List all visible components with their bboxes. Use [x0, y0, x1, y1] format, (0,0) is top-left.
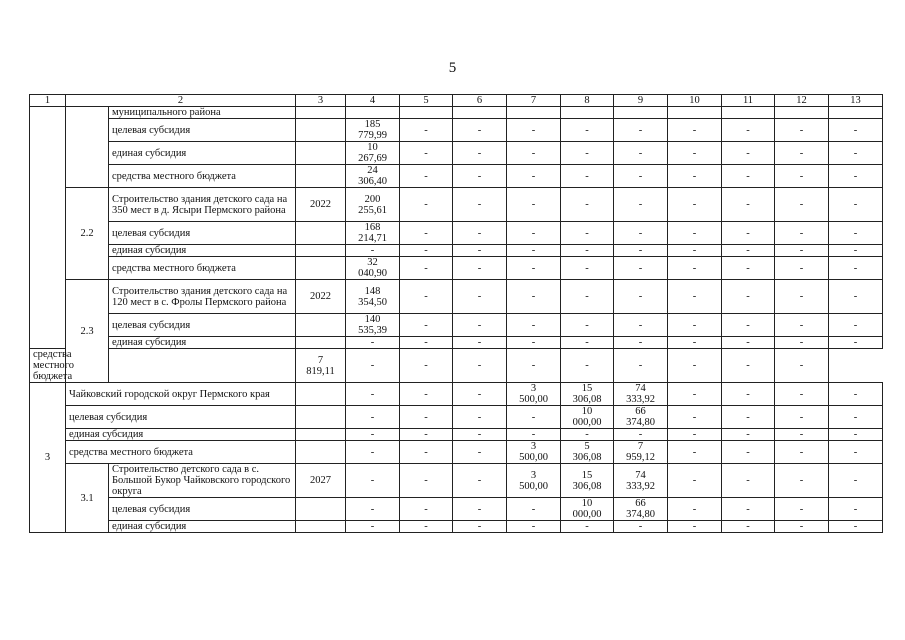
value-cell: -: [614, 245, 668, 257]
value-cell: [400, 107, 453, 119]
value-cell: [561, 107, 614, 119]
value-cell: 140 535,39: [346, 314, 400, 337]
value-cell: 5 306,08: [561, 441, 614, 464]
value-cell: 185 779,99: [346, 119, 400, 142]
row-year: [296, 441, 346, 464]
table-row: [30, 107, 883, 119]
value-cell: -: [829, 406, 883, 429]
value-cell: -: [722, 521, 775, 533]
value-cell: -: [453, 464, 507, 498]
value-cell: -: [668, 188, 722, 222]
value-cell: 200 255,61: [346, 188, 400, 222]
table-row: [30, 383, 883, 406]
value-cell: -: [453, 142, 507, 165]
value-cell: -: [829, 337, 883, 349]
value-cell: -: [453, 441, 507, 464]
value-cell: -: [722, 188, 775, 222]
row-year: [109, 349, 296, 383]
table-row: [30, 337, 883, 349]
value-cell: -: [346, 498, 400, 521]
value-cell: -: [614, 280, 668, 314]
header-cell: 10: [668, 95, 722, 107]
value-cell: -: [722, 406, 775, 429]
value-cell: -: [507, 406, 561, 429]
value-cell: -: [346, 337, 400, 349]
value-cell: -: [614, 188, 668, 222]
row-description: единая субсидия: [109, 142, 296, 165]
value-cell: [453, 107, 507, 119]
value-cell: -: [668, 165, 722, 188]
value-cell: -: [614, 222, 668, 245]
value-cell: -: [614, 337, 668, 349]
budget-table: [29, 94, 883, 533]
value-cell: -: [829, 119, 883, 142]
row-description: единая субсидия: [66, 429, 296, 441]
value-cell: -: [614, 521, 668, 533]
table-row: [30, 349, 883, 383]
value-cell: 168 214,71: [346, 222, 400, 245]
value-cell: -: [668, 441, 722, 464]
value-cell: -: [400, 429, 453, 441]
value-cell: -: [668, 498, 722, 521]
value-cell: -: [722, 383, 775, 406]
value-cell: -: [507, 188, 561, 222]
row-description: целевая субсидия: [66, 406, 296, 429]
row-year: [296, 142, 346, 165]
header-cell: 7: [507, 95, 561, 107]
value-cell: -: [775, 245, 829, 257]
row-description: Строительство здания детского сада на 120 мест в с. Фролы Пермского района: [109, 280, 296, 314]
value-cell: 148 354,50: [346, 280, 400, 314]
row-description: целевая субсидия: [109, 119, 296, 142]
value-cell: -: [400, 406, 453, 429]
row-year: [296, 314, 346, 337]
value-cell: -: [561, 245, 614, 257]
value-cell: -: [507, 521, 561, 533]
value-cell: -: [453, 337, 507, 349]
value-cell: -: [453, 429, 507, 441]
value-cell: -: [775, 165, 829, 188]
row-year: [296, 429, 346, 441]
value-cell: -: [561, 222, 614, 245]
value-cell: -: [668, 257, 722, 280]
value-cell: -: [668, 222, 722, 245]
value-cell: [829, 107, 883, 119]
value-cell: -: [829, 383, 883, 406]
value-cell: -: [829, 441, 883, 464]
value-cell: -: [668, 142, 722, 165]
row-description: муниципального района: [109, 107, 296, 119]
header-cell: 13: [829, 95, 883, 107]
value-cell: -: [453, 498, 507, 521]
value-cell: [668, 107, 722, 119]
value-cell: -: [400, 383, 453, 406]
value-cell: -: [453, 314, 507, 337]
value-cell: -: [453, 280, 507, 314]
value-cell: 7 959,12: [614, 441, 668, 464]
group-label: 3: [30, 383, 66, 533]
group-cell: [66, 107, 109, 188]
value-cell: -: [561, 521, 614, 533]
row-year: [296, 222, 346, 245]
header-cell: 11: [722, 95, 775, 107]
value-cell: -: [453, 406, 507, 429]
value-cell: -: [722, 349, 775, 383]
value-cell: -: [829, 498, 883, 521]
value-cell: 3 500,00: [507, 383, 561, 406]
value-cell: 10 000,00: [561, 406, 614, 429]
row-year: [296, 107, 346, 119]
value-cell: -: [722, 245, 775, 257]
value-cell: 15 306,08: [561, 464, 614, 498]
header-cell: 8: [561, 95, 614, 107]
value-cell: -: [507, 142, 561, 165]
value-cell: -: [453, 119, 507, 142]
value-cell: -: [453, 521, 507, 533]
value-cell: -: [346, 441, 400, 464]
row-description: целевая субсидия: [109, 498, 296, 521]
value-cell: -: [614, 119, 668, 142]
table-row: [30, 464, 883, 498]
value-cell: -: [722, 119, 775, 142]
value-cell: -: [400, 349, 453, 383]
value-cell: [775, 107, 829, 119]
value-cell: -: [400, 257, 453, 280]
table-row: [30, 257, 883, 280]
header-cell: 5: [400, 95, 453, 107]
value-cell: -: [400, 142, 453, 165]
value-cell: -: [722, 498, 775, 521]
row-year: [296, 245, 346, 257]
value-cell: -: [400, 165, 453, 188]
row-description: средства местного бюджета: [109, 165, 296, 188]
value-cell: -: [722, 441, 775, 464]
value-cell: -: [507, 222, 561, 245]
value-cell: -: [775, 314, 829, 337]
value-cell: -: [346, 429, 400, 441]
header-cell: 6: [453, 95, 507, 107]
table-row: [30, 314, 883, 337]
value-cell: -: [775, 441, 829, 464]
value-cell: -: [507, 165, 561, 188]
value-cell: -: [668, 464, 722, 498]
value-cell: -: [775, 498, 829, 521]
value-cell: -: [561, 119, 614, 142]
row-year: [296, 165, 346, 188]
value-cell: -: [507, 337, 561, 349]
value-cell: -: [829, 222, 883, 245]
table-row: [30, 119, 883, 142]
value-cell: -: [453, 349, 507, 383]
value-cell: 3 500,00: [507, 464, 561, 498]
value-cell: -: [561, 188, 614, 222]
row-description: Чайковский городской округ Пермского края: [66, 383, 296, 406]
row-description: целевая субсидия: [109, 222, 296, 245]
value-cell: -: [453, 257, 507, 280]
value-cell: -: [507, 280, 561, 314]
value-cell: -: [829, 188, 883, 222]
value-cell: -: [829, 521, 883, 533]
row-description: средства местного бюджета: [30, 349, 66, 383]
value-cell: -: [561, 337, 614, 349]
value-cell: -: [561, 165, 614, 188]
value-cell: -: [668, 314, 722, 337]
value-cell: -: [829, 142, 883, 165]
header-row: [30, 95, 883, 107]
value-cell: -: [668, 406, 722, 429]
value-cell: -: [507, 349, 561, 383]
row-year: [296, 521, 346, 533]
value-cell: [346, 107, 400, 119]
row-year: [296, 119, 346, 142]
value-cell: -: [400, 464, 453, 498]
row-description: средства местного бюджета: [66, 441, 296, 464]
value-cell: -: [775, 280, 829, 314]
value-cell: -: [775, 337, 829, 349]
value-cell: -: [561, 142, 614, 165]
row-year: [296, 498, 346, 521]
value-cell: -: [400, 245, 453, 257]
table-row: [30, 521, 883, 533]
value-cell: -: [775, 119, 829, 142]
value-cell: -: [775, 188, 829, 222]
value-cell: -: [668, 349, 722, 383]
value-cell: -: [400, 314, 453, 337]
value-cell: -: [722, 257, 775, 280]
value-cell: -: [453, 188, 507, 222]
value-cell: -: [722, 429, 775, 441]
value-cell: [507, 107, 561, 119]
value-cell: -: [668, 521, 722, 533]
value-cell: -: [400, 521, 453, 533]
row-year: [296, 383, 346, 406]
value-cell: -: [722, 165, 775, 188]
value-cell: 3 500,00: [507, 441, 561, 464]
value-cell: -: [668, 245, 722, 257]
value-cell: 7 819,11: [296, 349, 346, 383]
table-row: [30, 280, 883, 314]
value-cell: -: [561, 314, 614, 337]
value-cell: 66 374,80: [614, 498, 668, 521]
value-cell: -: [561, 349, 614, 383]
value-cell: -: [829, 280, 883, 314]
value-cell: [722, 107, 775, 119]
value-cell: 24 306,40: [346, 165, 400, 188]
row-year: 2022: [296, 280, 346, 314]
table-row: [30, 222, 883, 245]
value-cell: -: [400, 441, 453, 464]
value-cell: -: [507, 119, 561, 142]
value-cell: -: [614, 142, 668, 165]
value-cell: -: [668, 119, 722, 142]
value-cell: 32 040,90: [346, 257, 400, 280]
value-cell: -: [507, 314, 561, 337]
value-cell: -: [453, 222, 507, 245]
row-year: 2022: [296, 188, 346, 222]
value-cell: -: [775, 429, 829, 441]
value-cell: -: [400, 337, 453, 349]
value-cell: -: [346, 406, 400, 429]
row-description: единая субсидия: [109, 521, 296, 533]
value-cell: -: [775, 383, 829, 406]
group-cell: [30, 107, 66, 349]
value-cell: -: [829, 429, 883, 441]
value-cell: -: [775, 406, 829, 429]
row-description: Строительство здания детского сада на 350 мест в д. Ясыри Пермского района: [109, 188, 296, 222]
table-row: [30, 245, 883, 257]
row-year: 2027: [296, 464, 346, 498]
value-cell: 10 267,69: [346, 142, 400, 165]
value-cell: -: [561, 429, 614, 441]
value-cell: -: [507, 245, 561, 257]
value-cell: -: [614, 314, 668, 337]
row-year: [296, 257, 346, 280]
value-cell: -: [507, 257, 561, 280]
value-cell: -: [400, 280, 453, 314]
table-row: [30, 441, 883, 464]
value-cell: -: [775, 464, 829, 498]
row-description: Строительство детского сада в с. Большой Букор Чайковского городского округа: [109, 464, 296, 498]
page-number: 5: [448, 60, 457, 76]
value-cell: -: [668, 383, 722, 406]
group-label: 2.3: [66, 280, 109, 383]
value-cell: -: [829, 464, 883, 498]
value-cell: -: [507, 498, 561, 521]
header-cell: 12: [775, 95, 829, 107]
row-description: единая субсидия: [109, 337, 296, 349]
value-cell: -: [775, 257, 829, 280]
value-cell: -: [722, 314, 775, 337]
row-year: [296, 337, 346, 349]
value-cell: -: [668, 337, 722, 349]
value-cell: 15 306,08: [561, 383, 614, 406]
value-cell: -: [722, 222, 775, 245]
table-row: [30, 406, 883, 429]
header-cell: 3: [296, 95, 346, 107]
row-description: целевая субсидия: [109, 314, 296, 337]
value-cell: -: [400, 498, 453, 521]
table-row: [30, 188, 883, 222]
value-cell: -: [346, 521, 400, 533]
value-cell: -: [400, 119, 453, 142]
header-cell: 9: [614, 95, 668, 107]
value-cell: -: [614, 429, 668, 441]
group-label: 2.2: [66, 188, 109, 280]
value-cell: -: [775, 349, 829, 383]
value-cell: -: [775, 521, 829, 533]
value-cell: -: [614, 165, 668, 188]
header-cell: 2: [66, 95, 296, 107]
row-year: [296, 406, 346, 429]
value-cell: -: [614, 257, 668, 280]
value-cell: -: [668, 429, 722, 441]
group-label: 3.1: [66, 464, 109, 533]
value-cell: -: [829, 257, 883, 280]
value-cell: -: [775, 142, 829, 165]
row-description: средства местного бюджета: [109, 257, 296, 280]
value-cell: -: [346, 349, 400, 383]
value-cell: -: [614, 349, 668, 383]
value-cell: -: [561, 257, 614, 280]
value-cell: 66 374,80: [614, 406, 668, 429]
value-cell: -: [346, 464, 400, 498]
value-cell: -: [453, 245, 507, 257]
value-cell: 74 333,92: [614, 383, 668, 406]
value-cell: -: [722, 337, 775, 349]
value-cell: -: [722, 464, 775, 498]
header-cell: 1: [30, 95, 66, 107]
value-cell: -: [400, 222, 453, 245]
value-cell: [614, 107, 668, 119]
table-row: [30, 165, 883, 188]
value-cell: -: [829, 165, 883, 188]
value-cell: 10 000,00: [561, 498, 614, 521]
header-cell: 4: [346, 95, 400, 107]
value-cell: -: [346, 383, 400, 406]
value-cell: 74 333,92: [614, 464, 668, 498]
table-row: [30, 429, 883, 441]
value-cell: -: [346, 245, 400, 257]
value-cell: -: [722, 280, 775, 314]
value-cell: -: [775, 222, 829, 245]
value-cell: -: [829, 245, 883, 257]
row-description: единая субсидия: [109, 245, 296, 257]
value-cell: -: [453, 165, 507, 188]
value-cell: -: [829, 314, 883, 337]
value-cell: -: [453, 383, 507, 406]
value-cell: -: [668, 280, 722, 314]
value-cell: -: [400, 188, 453, 222]
value-cell: -: [722, 142, 775, 165]
table-row: [30, 142, 883, 165]
table-row: [30, 498, 883, 521]
value-cell: -: [561, 280, 614, 314]
value-cell: -: [507, 429, 561, 441]
